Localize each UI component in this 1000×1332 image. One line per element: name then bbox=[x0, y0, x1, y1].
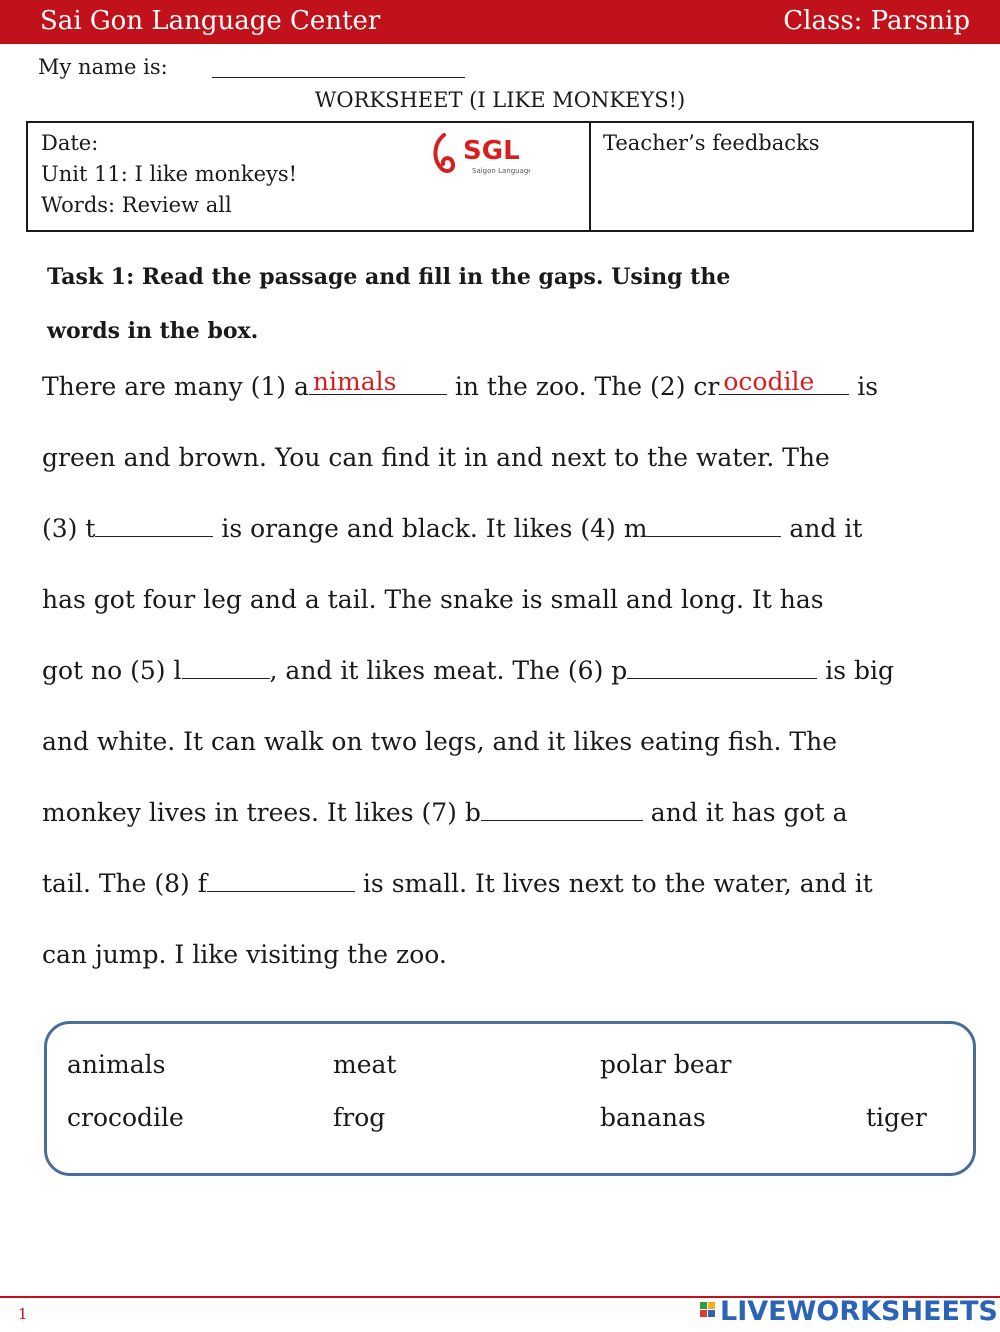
word-crocodile: crocodile bbox=[67, 1103, 184, 1132]
gap-2[interactable] bbox=[719, 367, 849, 396]
word-tiger: tiger bbox=[866, 1103, 927, 1132]
name-label: My name is: bbox=[38, 55, 168, 79]
page-number: 1 bbox=[18, 1305, 28, 1323]
word-animals: animals bbox=[67, 1050, 166, 1079]
liveworksheets-logo-icon bbox=[700, 1302, 716, 1324]
word-frog: frog bbox=[333, 1103, 386, 1132]
word-polar-bear: polar bear bbox=[600, 1050, 732, 1079]
sgl-logo bbox=[430, 129, 530, 179]
logo-subtext: Saigon Language bbox=[472, 167, 530, 175]
answer-2: ocodile bbox=[723, 367, 815, 396]
passage-line-8: tail. The (8) f is small. It lives next to the water, and it bbox=[42, 869, 873, 898]
gap-6[interactable] bbox=[627, 656, 817, 679]
gap-1[interactable] bbox=[309, 367, 447, 396]
center-name: Sai Gon Language Center bbox=[40, 6, 381, 36]
unit-label: Unit 11: I like monkeys! bbox=[41, 162, 298, 186]
name-input-line[interactable] bbox=[212, 77, 465, 78]
task-title-line-2: words in the box. bbox=[47, 318, 259, 344]
logo-text: SGL bbox=[463, 136, 520, 166]
liveworksheets-brand[interactable]: LIVEWORKSHEETS bbox=[720, 1296, 998, 1327]
answer-1: nimals bbox=[312, 367, 397, 396]
passage-line-1: There are many (1) a nimals in the zoo. The (2) cr ocodile is bbox=[42, 367, 879, 401]
passage-line-4: has got four leg and a tail. The snake is small and long. It has bbox=[42, 585, 824, 614]
word-meat: meat bbox=[333, 1050, 397, 1079]
task-title-line-1: Task 1: Read the passage and fill in the gaps. Using the bbox=[47, 264, 731, 290]
passage-line-2: green and brown. You can find it in and next to the water. The bbox=[42, 443, 830, 472]
words-label: Words: Review all bbox=[41, 193, 232, 217]
gap-3[interactable] bbox=[95, 514, 213, 537]
passage-line-7: monkey lives in trees. It likes (7) b and it has got a bbox=[42, 798, 848, 827]
feedback-label: Teacher’s feedbacks bbox=[603, 131, 820, 155]
passage-line-6: and white. It can walk on two legs, and it likes eating fish. The bbox=[42, 727, 837, 756]
gap-7[interactable] bbox=[481, 798, 643, 821]
gap-8[interactable] bbox=[207, 869, 355, 892]
word-bananas: bananas bbox=[600, 1103, 706, 1132]
passage-line-5: got no (5) l , and it likes meat. The (6) p is big bbox=[42, 656, 895, 685]
gap-4[interactable] bbox=[647, 514, 781, 537]
worksheet-title: WORKSHEET (I LIKE MONKEYS!) bbox=[314, 88, 686, 112]
date-label: Date: bbox=[41, 131, 99, 155]
word-box bbox=[44, 1021, 976, 1176]
header-bar bbox=[0, 0, 1000, 44]
task-title bbox=[47, 250, 947, 358]
class-label: Class: Parsnip bbox=[783, 6, 970, 36]
gap-5[interactable] bbox=[182, 656, 270, 679]
passage-line-9: can jump. I like visiting the zoo. bbox=[42, 940, 447, 969]
passage-line-3: (3) t is orange and black. It likes (4) m and it bbox=[42, 514, 863, 543]
